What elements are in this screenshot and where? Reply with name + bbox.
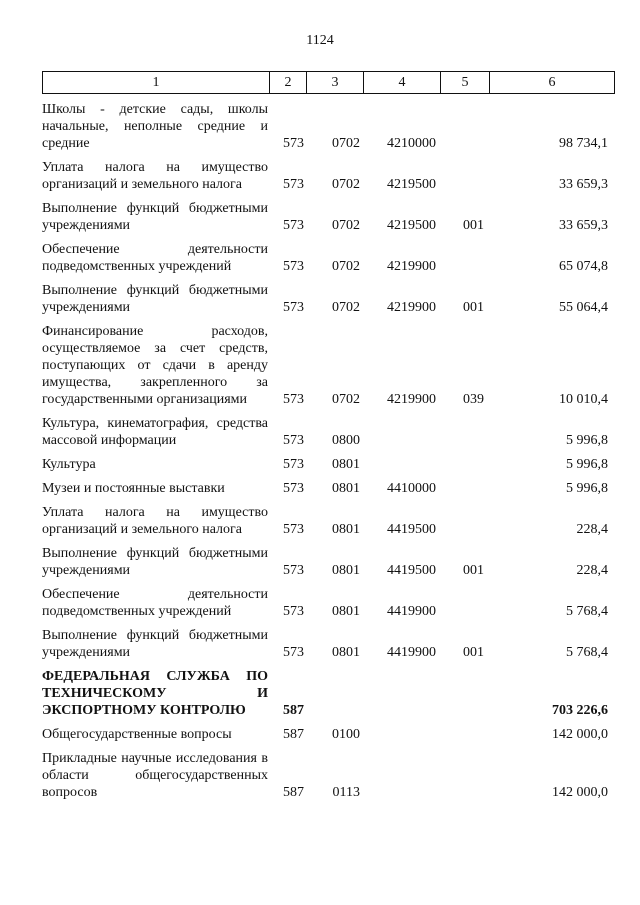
row-col-2: 573 [283,218,304,233]
row-name: Уплата налога на имущество организаций и земельного налога [42,505,268,537]
row-col-3: 0113 [332,785,360,800]
row-col-4: 4219900 [387,300,436,315]
row-col-6: 98 734,1 [559,136,608,151]
row-col-5 [436,480,484,504]
row-col-5: 001 [463,218,484,233]
row-col-6: 33 659,3 [559,218,608,233]
header-col-4: 4 [364,72,441,94]
row-col-5: 039 [463,392,484,407]
table-row [42,323,608,415]
row-col-4: 4219900 [387,259,436,274]
row-col-3: 0801 [332,645,360,660]
row-col-5 [436,504,484,545]
row-col-2: 573 [283,522,304,537]
row-col-2: 573 [283,177,304,192]
row-col-3: 0702 [332,218,360,233]
row-col-6: 33 659,3 [559,177,608,192]
budget-table [42,101,608,808]
table-row [42,101,608,159]
row-col-5 [436,668,484,726]
row-col-6: 5 768,4 [566,645,608,660]
row-col-4: 4219500 [387,218,436,233]
row-col-4: 4219500 [387,177,436,192]
row-col-3: 0702 [332,259,360,274]
table-row [42,668,608,726]
row-name: Культура, кинематография, средства массовой информации [42,416,268,448]
table-row [42,159,608,200]
row-col-6: 142 000,0 [552,727,608,742]
header-col-3: 3 [307,72,364,94]
table-row [42,750,608,808]
row-col-2: 573 [283,563,304,578]
row-col-3: 0702 [332,300,360,315]
row-col-4: 4419900 [387,604,436,619]
row-name: Выполнение функций бюджетными учреждениями [42,283,268,315]
row-col-3: 0801 [332,481,360,496]
row-col-2: 573 [283,433,304,448]
row-col-5 [436,241,484,282]
row-col-2: 573 [283,457,304,472]
row-name: Уплата налога на имущество организаций и земельного налога [42,160,268,192]
header-col-1: 1 [43,72,270,94]
row-col-6: 5 996,8 [566,433,608,448]
row-col-2: 587 [283,703,304,718]
row-col-4 [360,668,436,726]
row-col-5 [436,586,484,627]
table-row [42,726,608,750]
row-col-5 [436,415,484,456]
row-col-2: 573 [283,392,304,407]
header-col-6: 6 [490,72,615,94]
row-col-5: 001 [463,645,484,660]
row-col-5 [436,159,484,200]
row-col-3: 0100 [332,727,360,742]
table-row [42,415,608,456]
row-col-6: 5 996,8 [566,481,608,496]
table-row [42,282,608,323]
row-col-5: 001 [463,563,484,578]
row-name: Обеспечение деятельности подведомственных учреждений [42,587,268,619]
row-col-2: 573 [283,481,304,496]
row-col-6: 703 226,6 [552,703,608,718]
row-col-4 [360,415,436,456]
row-col-3 [304,668,360,726]
row-col-4: 4219900 [387,392,436,407]
row-name: ФЕДЕРАЛЬНАЯ СЛУЖБА ПО ТЕХНИЧЕСКОМУ И ЭКСПОРТНОМУ КОНТРОЛЮ [42,669,268,718]
row-col-6: 228,4 [576,563,608,578]
row-name: Общегосударственные вопросы [42,727,232,742]
row-col-2: 573 [283,300,304,315]
table-row [42,456,608,480]
row-col-2: 573 [283,136,304,151]
row-col-4: 4419500 [387,522,436,537]
page-number: 1124 [306,33,334,48]
row-col-5 [436,456,484,480]
table-row [42,545,608,586]
row-name: Школы - детские сады, школы начальные, неполные средние и средние [42,102,268,151]
table-row [42,200,608,241]
row-name: Музеи и постоянные выставки [42,481,225,496]
row-col-5 [436,750,484,808]
row-name: Обеспечение деятельности подведомственных учреждений [42,242,268,274]
row-col-4: 4419900 [387,645,436,660]
header-col-2: 2 [270,72,307,94]
row-col-3: 0702 [332,177,360,192]
row-col-4: 4419500 [387,563,436,578]
row-col-6: 65 074,8 [559,259,608,274]
row-col-3: 0800 [332,433,360,448]
row-col-4 [360,750,436,808]
table-row [42,627,608,668]
row-col-5 [436,726,484,750]
row-col-6: 228,4 [576,522,608,537]
row-name: Выполнение функций бюджетными учреждениями [42,628,268,660]
row-col-6: 142 000,0 [552,785,608,800]
row-col-3: 0702 [332,136,360,151]
table-row [42,586,608,627]
row-col-4: 4210000 [387,136,436,151]
table-row [42,241,608,282]
row-col-2: 573 [283,645,304,660]
row-col-2: 587 [283,727,304,742]
row-col-6: 5 996,8 [566,457,608,472]
row-name: Культура [42,457,96,472]
row-name: Финансирование расходов, осуществляемое за счет средств, поступающих от сдачи в аренду имущества, закрепленного за государственными организациями [42,324,268,407]
row-col-3: 0801 [332,604,360,619]
row-col-3: 0702 [332,392,360,407]
row-col-4 [360,456,436,480]
column-header-row [42,71,615,94]
table-row [42,504,608,545]
header-col-5: 5 [441,72,490,94]
row-col-3: 0801 [332,563,360,578]
row-col-2: 587 [283,785,304,800]
row-col-5: 001 [463,300,484,315]
row-col-2: 573 [283,259,304,274]
row-col-5 [436,101,484,159]
row-col-6: 5 768,4 [566,604,608,619]
row-name: Прикладные научные исследования в области общегосударственных вопросов [42,751,268,800]
row-name: Выполнение функций бюджетными учреждениями [42,546,268,578]
table-row [42,480,608,504]
row-col-4: 4410000 [387,481,436,496]
row-col-4 [360,726,436,750]
row-col-6: 10 010,4 [559,392,608,407]
row-col-2: 573 [283,604,304,619]
row-col-3: 0801 [332,457,360,472]
row-name: Выполнение функций бюджетными учреждениями [42,201,268,233]
row-col-3: 0801 [332,522,360,537]
row-col-6: 55 064,4 [559,300,608,315]
